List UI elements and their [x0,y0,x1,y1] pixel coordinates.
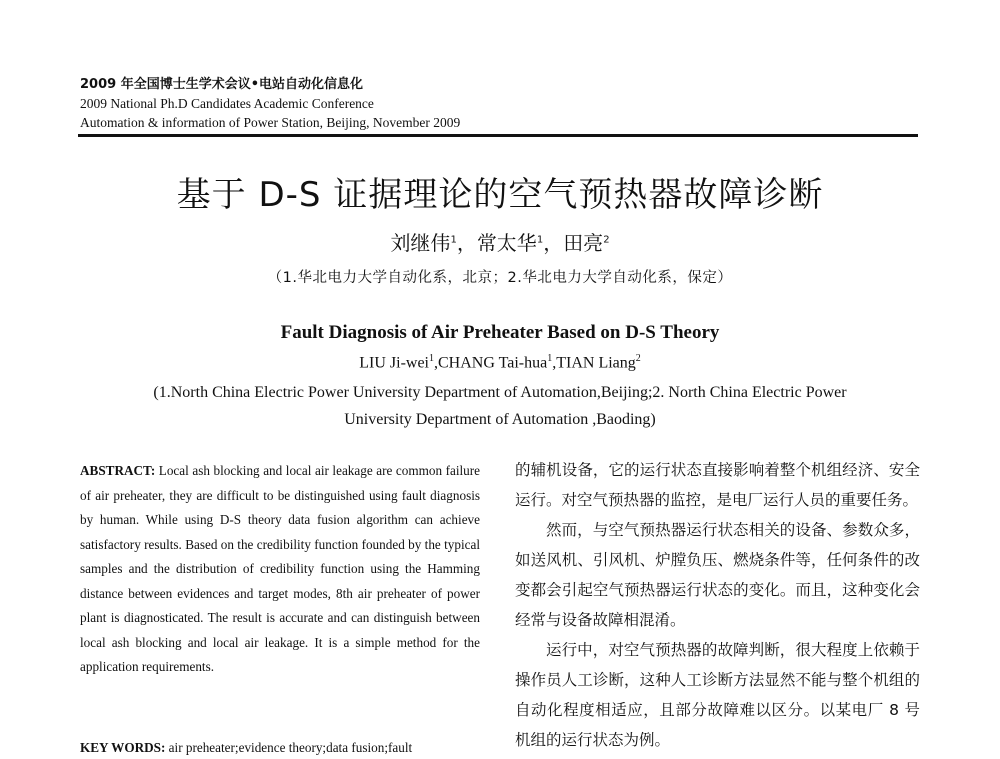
author-name: 常太华 [476,231,537,255]
author-affiliation-marker: 1 [429,353,434,364]
body-paragraph: 然而，与空气预热器运行状态相关的设备、参数众多，如送风机、引风机、炉膛负压、燃烧条件等，任何条件的改变都会引起空气预热器运行状态的变化。而且，这种变化会经常与设备故障相混淆。 [515,521,920,629]
paper-title-cn: 基于 D-S 证据理论的空气预热器故障诊断 [176,175,824,215]
paper-title-en: Fault Diagnosis of Air Preheater Based on D-S Theory [280,322,720,343]
body-text-cn [515,455,920,755]
author-affiliation-marker: 1 [450,234,457,246]
conference-venue-line: Automation & information of Power Station, Beijing, November 2009 [80,115,461,130]
conference-header [80,75,920,132]
author-name: ,TIAN Liang [552,354,636,372]
affiliation-cn: （1.华北电力大学自动化系，北京；2.华北电力大学自动化系，保定） [267,270,733,286]
body-paragraph: 的辅机设备，它的运行状态直接影响着整个机组经济、安全运行。对空气预热器的监控，是电厂运行人员的重要任务。 [515,461,920,509]
author-affiliation-marker: 1 [536,234,544,246]
abstract-text: Local ash blocking and local air leakage are common failure of air preheater, they are difficult to be distinguished using fault diagnosis by human. While using D-S theory data fusion algorithm can achieve satisfactory results. Based on the credibility function founded by the typical samples and the distribution of credibility function using the Hamming distance between evidences and target modes, 8th air preheater of power plant is diagnosticated. The result is accurate and can distinguish between local ash blocking and local air leakage. It is a simple method for the application requirements. [80,463,480,674]
conference-line-en: 2009 National Ph.D Candidates Academic Conference [80,96,374,111]
author-affiliation-marker: 2 [635,353,641,364]
affiliation-en-line: University Department of Automation ,Baoding) [344,411,656,428]
keywords-label: KEY WORDS: [80,740,166,755]
author-name: LIU Ji-wei [359,354,429,372]
affiliation-en [100,379,900,433]
author-name: ,CHANG Tai-hua [434,354,548,372]
abstract-block [80,459,480,680]
body-paragraph: 运行中，对空气预热器的故障判断，很大程度上依赖于操作员人工诊断，这种人工诊断方法显然不能与整个机组的自动化程度相适应，且部分故障难以区分。以某电厂 8 号机组的运行状态为例。 [515,641,920,749]
author-name: 田亮 [563,231,604,255]
keywords-block [80,740,480,759]
keywords-text: air preheater;evidence theory;data fusion;fault [165,740,413,755]
authors-cn [0,227,1000,256]
author-separator: ， [456,231,477,255]
author-separator: ， [543,231,564,255]
author-affiliation-marker: 2 [603,234,610,246]
author-name: 刘继伟 [390,231,451,255]
affiliation-en-line: (1.North China Electric Power University Department of Automation,Beijing;2. North China Electric Power [153,384,847,401]
conference-line-cn: 2009 年全国博士生学术会议•电站自动化信息化 [80,77,364,92]
authors-en [0,353,1000,372]
header-divider [78,134,918,137]
abstract-label: ABSTRACT: [80,463,156,478]
author-affiliation-marker: 1 [547,353,553,364]
